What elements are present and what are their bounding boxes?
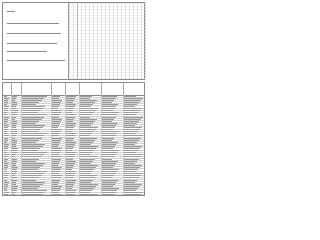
table-cell (4, 194, 8, 195)
note-line-5 (7, 51, 47, 52)
table-cell (124, 194, 141, 195)
notes-section (2, 2, 145, 80)
note-line-3 (7, 33, 61, 34)
side-grid (69, 3, 146, 79)
header-cell-5 (65, 83, 80, 95)
header-cell-8 (123, 83, 145, 95)
table-cell (12, 194, 15, 195)
note-line-1 (7, 11, 15, 12)
header-cell-7 (101, 83, 124, 95)
table-cell (66, 194, 74, 195)
table-cell (80, 194, 97, 195)
table-cell (102, 194, 114, 195)
table-row (3, 194, 144, 196)
note-line-2 (7, 23, 59, 24)
table-cell (52, 194, 62, 195)
table-cell (22, 194, 42, 195)
note-line-4 (7, 43, 57, 44)
note-line-6 (7, 60, 65, 61)
header-cell-4 (51, 83, 66, 95)
header-cell-3 (21, 83, 52, 95)
header-cell-6 (79, 83, 102, 95)
data-table (2, 82, 145, 196)
document-page (0, 0, 149, 198)
